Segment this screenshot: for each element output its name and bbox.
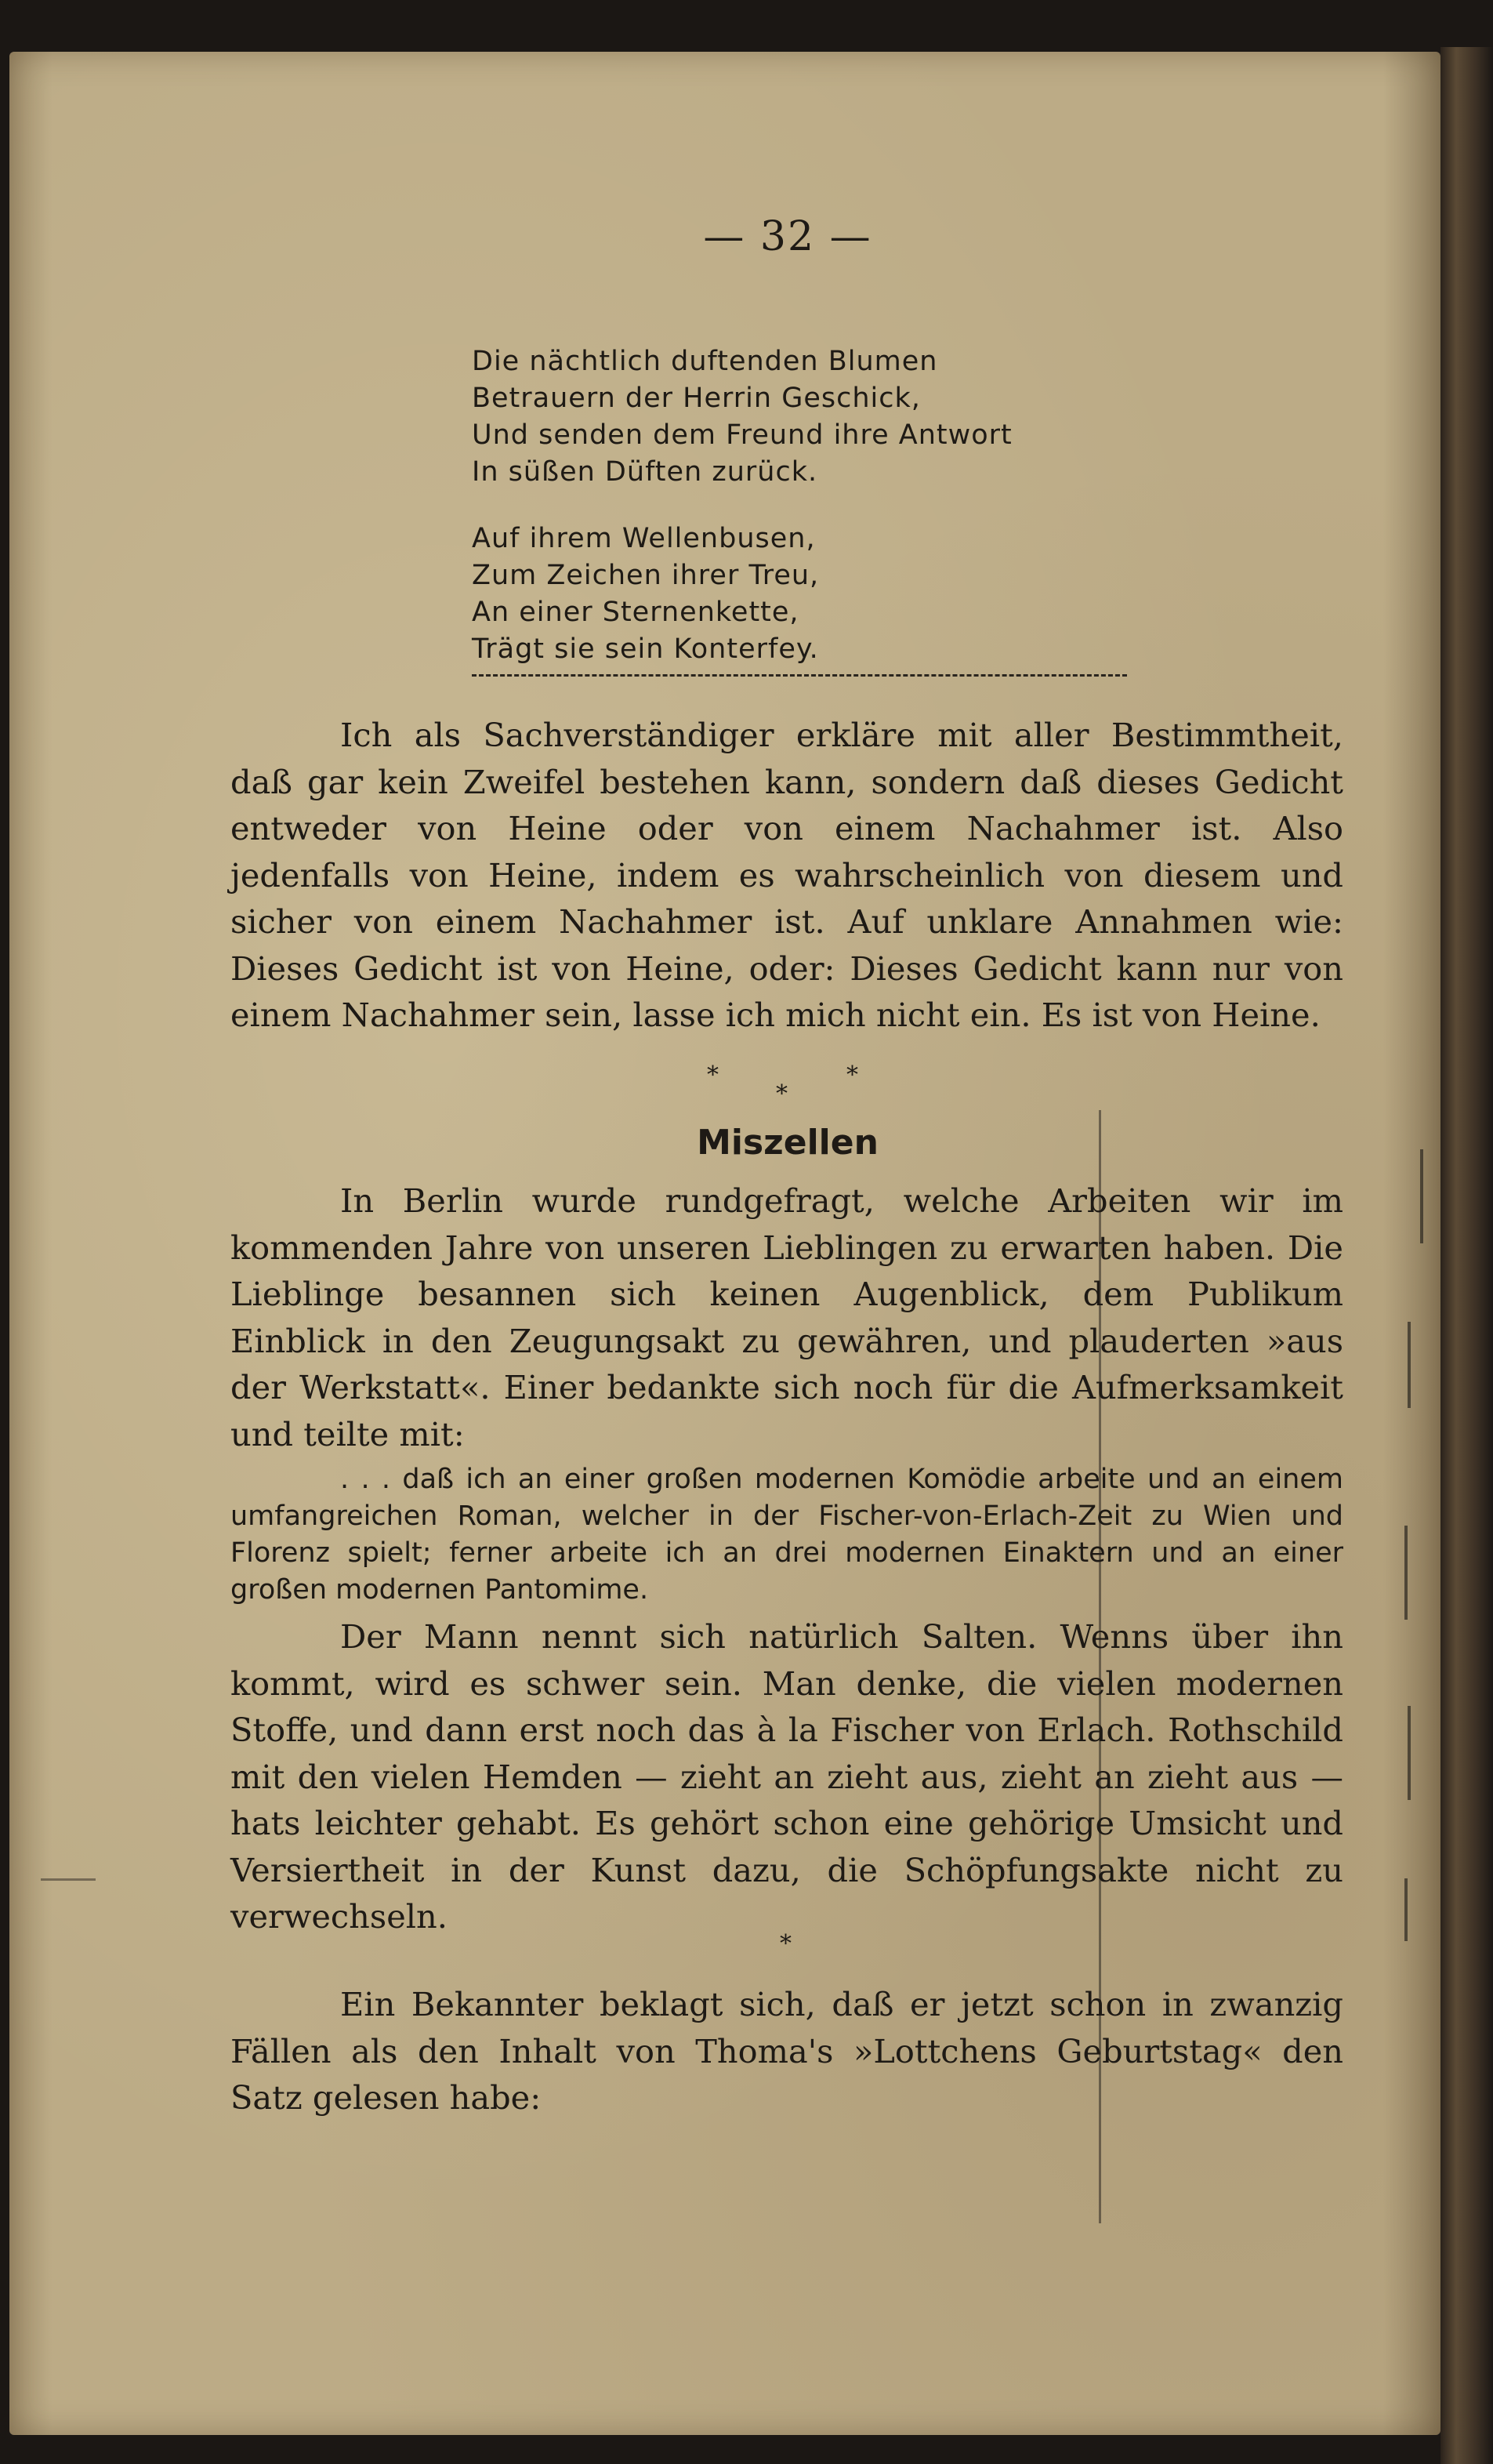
salten-paragraph-text: Der Mann nennt sich natürlich Salten. Wenns über ihn kommt, wird es schwer sein. Man denke, die vielen modernen Stoffe, und dann erst noch das à la Fischer von Erlach. Rothschild mit den vielen Hemden — zieht an zieht aus, zieht an zieht aus — hats leichter gehabt. Es gehört schon eine gehörige Umsicht und Versiertheit in der Kunst dazu, die Schöpfungsakte nicht zu verwechseln. xyxy=(230,1617,1343,1936)
thoma-paragraph-text: Ein Bekannter beklagt sich, daß er jetzt schon in zwanzig Fällen als den Inhalt von Thoma's »Lottchens Geburtstag« den Satz gelesen habe: xyxy=(230,1985,1343,2117)
poem-line: An einer Sternenkette, xyxy=(472,597,799,628)
separator-star: * xyxy=(846,1061,858,1089)
separator-star: * xyxy=(776,1080,788,1108)
poem-line: Trägt sie sein Konterfey. xyxy=(472,633,819,665)
poem-line: Die nächtlich duftenden Blumen xyxy=(472,346,938,377)
book-spine-edge xyxy=(1440,47,1493,2464)
expert-paragraph-text: Ich als Sachverständiger erkläre mit aller Bestimmtheit, daß gar kein Zweifel bestehen kann, sondern daß dieses Gedicht entweder von Heine oder von einem Nachahmer ist. Also jedenfalls von Heine, indem es wahrscheinlich von diesem und sicher von einem Nachahmer ist. Auf unklare Annahmen wie: Dieses Gedicht ist von Heine, oder: Dieses Gedicht kann nur von einem Nachahmer sein, lasse ich mich nicht ein. Es ist von Heine. xyxy=(230,716,1343,1034)
quote-block xyxy=(230,1461,1343,1609)
poem-line: Auf ihrem Wellenbusen, xyxy=(472,523,816,554)
quote-text: . . . daß ich an einer großen modernen Komödie arbeite und an einem umfangreichen Roman, welcher in der Fischer-von-Erlach-Zeit zu Wien und Florenz spielt; ferner arbeite ich an drei modernen Einaktern und an einer großen modernen Pantomime. xyxy=(230,1464,1343,1606)
single-star-separator: * xyxy=(780,1930,792,1958)
pencil-left-mark xyxy=(41,1878,96,1881)
page-number: — 32 — xyxy=(703,213,872,260)
pencil-margin-stroke xyxy=(1408,1322,1411,1408)
salten-paragraph xyxy=(230,1613,1343,1940)
thoma-paragraph xyxy=(230,1981,1343,2121)
pencil-margin-stroke xyxy=(1420,1149,1423,1243)
poem-stanza-1 xyxy=(472,343,1013,491)
section-heading: Miszellen xyxy=(697,1123,879,1163)
poem-line: Betrauern der Herrin Geschick, xyxy=(472,383,921,414)
berlin-paragraph-text: In Berlin wurde rundgefragt, welche Arbeiten wir im kommenden Jahre von unseren Lieblingen zu erwarten haben. Die Lieblinge besannen sich keinen Augenblick, dem Publikum Einblick in den Zeugungsakt zu gewähren, und plauderten »aus der Werkstatt«. Einer bedankte sich noch für die Aufmerksamkeit und teilte mit: xyxy=(230,1181,1343,1453)
poem-line: Und senden dem Freund ihre Antwort xyxy=(472,419,1013,451)
poem-end-dashes xyxy=(472,674,1127,677)
pencil-margin-stroke xyxy=(1404,1526,1408,1620)
pencil-margin-stroke xyxy=(1408,1706,1411,1800)
poem-line: In süßen Düften zurück. xyxy=(472,456,818,488)
pencil-margin-stroke xyxy=(1404,1878,1408,1941)
expert-paragraph xyxy=(230,712,1343,1039)
poem-stanza-2 xyxy=(472,521,819,668)
berlin-paragraph xyxy=(230,1178,1343,1457)
separator-star: * xyxy=(707,1061,719,1089)
poem-line: Zum Zeichen ihrer Treu, xyxy=(472,560,820,591)
